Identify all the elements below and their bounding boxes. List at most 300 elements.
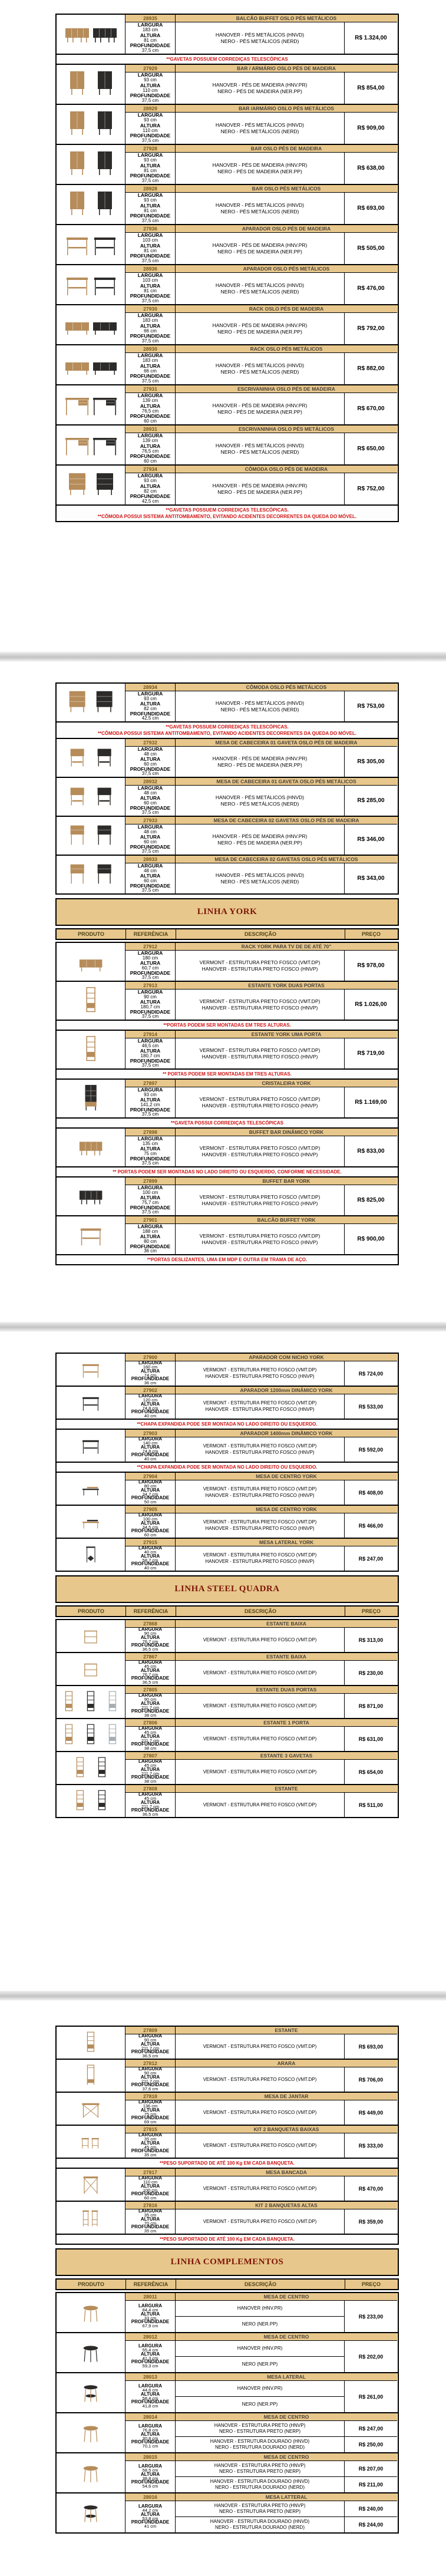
product-title: ESCRIVANINHA OSLO PÉS DE MADEIRA	[176, 385, 397, 393]
furniture-icon	[81, 2381, 101, 2405]
dimension-label: ALTURA	[140, 795, 161, 802]
description-line: HANOVER - PÉS METÁLICOS (HNVD)	[215, 202, 305, 208]
dimensions-cell	[125, 1760, 176, 1784]
dimension-value: 60 cm	[144, 459, 157, 464]
dimensions-cell	[125, 2341, 176, 2372]
dimensions-cell	[125, 863, 176, 893]
dimension-value: 54,6 cm	[142, 2483, 158, 2489]
description-line: NERO - PÉS DE MADEIRA (NER.PP)	[217, 169, 302, 174]
description-line: VERMONT - ESTRUTURA PRETO FOSCO (VMT.DP)	[199, 1144, 321, 1151]
dimension-value: 135 cm	[142, 1140, 158, 1146]
dimension-value: 36,5 cm	[142, 2053, 158, 2059]
product-row	[57, 738, 398, 777]
price-cell: R$ 792,00	[357, 325, 385, 332]
dimensions-cell	[125, 1185, 176, 1215]
description-line: HANOVER - ESTRUTURA PRETO FOSCO (HNVP)	[201, 1005, 318, 1011]
note-row	[57, 504, 398, 521]
product-thumbnail	[57, 1129, 125, 1166]
dimension-label: LARGURA	[138, 1659, 162, 1665]
product-title: MESA DE CENTRO	[176, 2453, 397, 2461]
column-header-preco: PREÇO	[345, 1607, 397, 1616]
product-row	[57, 1652, 398, 1685]
dimension-label: PROFUNDIDADE	[130, 1106, 171, 1113]
description-line: NERO - PÉS METÁLICOS (NERD)	[220, 801, 299, 807]
furniture-icon	[92, 390, 118, 420]
note-row	[57, 721, 398, 738]
dimension-label: PROFUNDIDADE	[131, 2479, 170, 2485]
dimension-label: ALTURA	[140, 1487, 160, 1493]
price-cell: R$ 650,00	[357, 446, 385, 452]
column-header-referencia: REFERÊNCIA	[125, 929, 176, 939]
price-cell: R$ 466,00	[358, 1522, 384, 1529]
dimension-value: 110 cm	[143, 87, 158, 93]
price-cell: R$ 833,00	[357, 1148, 385, 1155]
furniture-icon	[92, 69, 118, 100]
product-title: ESTANTE BAIXA	[176, 1620, 397, 1628]
dimension-value: 58,4 cm	[142, 2395, 158, 2401]
product-thumbnail	[57, 2027, 125, 2059]
dimension-value: 211,7 cm	[141, 1704, 160, 1710]
dimension-label: LARGURA	[138, 2033, 162, 2039]
dimension-value: 40 cm	[144, 1413, 157, 1419]
description-line: VERMONT - ESTRUTURA PRETO FOSCO (VMT.DP)	[203, 1552, 317, 1558]
product-thumbnail	[57, 1752, 125, 1784]
dimension-label: ALTURA	[140, 1146, 161, 1152]
description-line: VERMONT - ESTRUTURA PRETO FOSCO (VMT.DP)	[199, 1047, 321, 1053]
furniture-icon	[92, 229, 118, 260]
dimension-label: LARGURA	[138, 2208, 162, 2214]
reference-code: 27897	[125, 1080, 176, 1087]
product-title: MESA DE CABECEIRA 01 GAVETA OSLO PÉS DE MADEIRA	[176, 739, 397, 747]
dimensions-cell	[125, 2501, 176, 2532]
section-header: LINHA STEEL QUADRA	[55, 1575, 399, 1603]
description-cell	[176, 113, 345, 144]
description-line: VERMONT - ESTRUTURA PRETO FOSCO (VMT.DP)	[203, 1670, 317, 1675]
description-cell	[176, 2341, 345, 2372]
dimension-label: ALTURA	[140, 403, 161, 409]
product-title: ESTANTE YORK DUAS PORTAS	[176, 982, 397, 989]
description-line: NERO - PÉS METÁLICOS (NERD)	[220, 209, 299, 215]
price-cell: R$ 706,00	[358, 2076, 384, 2083]
product-thumbnail	[57, 15, 125, 54]
dimension-value: 53,8 cm	[142, 2515, 158, 2521]
product-thumbnail	[57, 1387, 125, 1419]
reference-code: 27899	[125, 1177, 176, 1185]
dimension-value: 36,5 cm	[142, 1812, 158, 1818]
dimension-label: LARGURA	[137, 152, 163, 159]
product-row	[57, 1472, 398, 1505]
product-title: ESTANTE	[176, 1785, 397, 1793]
dimension-value: 82 cm	[144, 705, 157, 711]
dimension-value: 37,5 cm	[141, 1111, 159, 1117]
product-title: MESA LATERAL	[176, 2373, 397, 2381]
price-cell: R$ 693,00	[358, 2043, 384, 2050]
dimension-label: PROFUNDIDADE	[130, 493, 171, 500]
furniture-icon	[92, 860, 117, 889]
furniture-icon	[81, 2130, 101, 2153]
note-row	[57, 54, 398, 64]
price-cell: R$ 752,00	[357, 486, 385, 492]
dimension-label: LARGURA	[138, 2343, 162, 2349]
furniture-icon	[64, 19, 90, 50]
dimension-value: 103 cm	[142, 277, 158, 283]
dimension-value: 93 cm	[144, 1091, 157, 1097]
description-line: VERMONT - ESTRUTURA PRETO FOSCO (VMT.DP)	[203, 2109, 317, 2115]
dimensions-cell	[125, 2100, 176, 2125]
product-thumbnail	[57, 265, 125, 304]
dimensions-cell	[125, 153, 176, 184]
product-thumbnail	[57, 2333, 125, 2372]
dimension-value: 90 cm	[144, 1696, 157, 1702]
product-row	[57, 2059, 398, 2092]
description-line: NERO - PÉS METÁLICOS (NERD)	[220, 449, 299, 455]
product-title: ESCRIVANINHA OSLO PÉS METÁLICOS	[176, 426, 397, 433]
reference-code: 28011	[125, 2293, 176, 2301]
description-line: HANOVER - ESTRUTURA DOURADO (HNVD)	[210, 2519, 310, 2524]
note-line: **PORTAS DESLIZANTES, UMA EM MDP E OUTRA EM TRAMA DE AÇO.	[147, 1257, 308, 1262]
description-line: HANOVER - ESTRUTURA PRETO FOSCO (HNVP)	[205, 1407, 315, 1412]
dimension-value: 36,5 cm	[142, 1680, 158, 1686]
product-title: ESTANTE DUAS PORTAS	[176, 1686, 397, 1694]
note-row	[57, 2158, 398, 2168]
reference-code: 27815	[125, 2126, 176, 2133]
description-line: HANOVER - PÉS DE MADEIRA (HNV.PR)	[212, 482, 308, 489]
catalog-page-block	[55, 682, 399, 1265]
product-thumbnail	[57, 185, 125, 224]
dimension-value: 40 cm	[144, 1456, 157, 1462]
dimension-value: 58,7 cm	[142, 1557, 158, 1563]
dimension-value: 140 cm	[143, 1440, 158, 1446]
furniture-icon	[65, 743, 90, 773]
price-cell: R$ 631,00	[358, 1736, 384, 1742]
product-row	[57, 424, 398, 464]
product-thumbnail	[57, 65, 125, 104]
dimension-label: LARGURA	[137, 312, 163, 319]
price-cell: R$ 343,00	[357, 875, 385, 882]
dimension-value: 38 cm	[144, 1779, 157, 1785]
dimension-value: 48 cm	[144, 868, 157, 873]
dimension-label: PROFUNDIDADE	[130, 373, 171, 380]
dimension-label: PROFUNDIDADE	[131, 2191, 170, 2197]
product-row	[57, 144, 398, 184]
product-title: RACK OSLO PÉS METÁLICOS	[176, 345, 397, 353]
dimension-label: LARGURA	[137, 473, 163, 479]
product-row	[57, 64, 398, 104]
dimension-label: PROFUNDIDADE	[130, 173, 171, 179]
reference-code: 27929	[125, 65, 176, 72]
dimension-value: 180,7 cm	[140, 1004, 160, 1010]
dimension-label: ALTURA	[140, 1553, 160, 1559]
table-segment	[55, 2026, 399, 2245]
product-row	[57, 943, 398, 981]
description-cell	[176, 2421, 345, 2452]
product-title: MESA DE CENTRO	[176, 2333, 397, 2341]
note-line: **GAVETAS POSSUEM CORREDIÇAS TELESCÓPICAS.	[166, 507, 289, 513]
product-thumbnail	[57, 1653, 125, 1685]
furniture-icon	[78, 986, 103, 1015]
product-row	[57, 384, 398, 424]
product-thumbnail	[57, 778, 125, 816]
dimension-label: LARGURA	[137, 1136, 163, 1142]
description-variant	[176, 2476, 344, 2492]
dimension-value: 90 cm	[144, 2037, 157, 2043]
product-title: BALCÃO BUFFET OSLO PÉS METÁLICOS	[176, 15, 397, 22]
description-line: HANOVER - PÉS METÁLICOS (HNVD)	[215, 282, 305, 288]
dimension-label: PROFUNDIDADE	[130, 293, 171, 299]
product-title: MESA BANCADA	[176, 2169, 397, 2176]
product-title: MESA DE CABECEIRA 02 GAVETAS OSLO PÉS METÁLICOS	[176, 856, 397, 863]
furniture-icon	[59, 1690, 79, 1714]
dimension-value: 81 cm	[144, 248, 157, 253]
dimensions-cell	[125, 113, 176, 144]
description-cell	[176, 1394, 345, 1419]
furniture-icon	[81, 1657, 101, 1681]
price-cell: R$ 670,00	[357, 405, 385, 412]
description-cell	[176, 1793, 345, 1817]
description-cell	[176, 2100, 345, 2125]
dimension-value: 74 cm	[144, 1372, 157, 1378]
dimension-value: 48 cm	[144, 751, 157, 757]
dimension-value: 180 cm	[142, 955, 158, 961]
price-cell	[345, 2501, 397, 2532]
dimension-label: LARGURA	[137, 1223, 163, 1230]
dimension-label: ALTURA	[140, 1048, 161, 1054]
dimension-value: 60 cm	[144, 839, 157, 845]
dimension-label: PROFUNDIDADE	[130, 882, 171, 889]
table-segment	[55, 2292, 399, 2534]
furniture-icon	[92, 430, 118, 460]
dimension-label: LARGURA	[138, 1360, 162, 1365]
dimension-value: 37,5 cm	[141, 1014, 159, 1020]
product-thumbnail	[57, 2126, 125, 2158]
furniture-icon	[65, 860, 90, 889]
dimensions-cell	[125, 233, 176, 264]
price-cell: R$ 592,00	[358, 1446, 384, 1453]
section-header: LINHA YORK	[55, 898, 399, 926]
description-line: NERO - PÉS DE MADEIRA (NER.PP)	[217, 489, 302, 495]
product-title: BALCÃO BUFFET YORK	[176, 1216, 397, 1224]
dimension-value: 37,5 cm	[141, 1209, 159, 1215]
table-segment	[55, 682, 399, 895]
furniture-icon	[65, 688, 90, 717]
product-thumbnail	[57, 345, 125, 384]
dimensions-cell	[125, 22, 176, 54]
dimensions-cell	[125, 1727, 176, 1751]
dimension-value: 74,8 cm	[142, 1405, 158, 1411]
furniture-icon	[81, 1624, 101, 1648]
price-cell: R$ 505,00	[357, 245, 385, 252]
note-line: **CHAPA EXPANDIDA PODE SER MONTADA NO LADO DIREITO OU ESQUERDO.	[137, 1465, 318, 1470]
product-row	[57, 816, 398, 855]
dimension-label: ALTURA	[140, 2431, 160, 2437]
dimension-value: 37,5 cm	[141, 810, 159, 816]
dimensions-cell	[125, 2421, 176, 2452]
product-thumbnail	[57, 145, 125, 184]
product-row	[57, 184, 398, 224]
page-separator	[0, 1991, 446, 2001]
dimension-label: PROFUNDIDADE	[131, 1528, 170, 1534]
description-line: NERO - ESTRUTURA PRETO (NERP)	[219, 2469, 301, 2474]
product-title: APARADOR OSLO PÉS METÁLICOS	[176, 265, 397, 273]
description-line: VERMONT - ESTRUTURA PRETO FOSCO (VMT.DP)	[203, 1769, 317, 1774]
description-cell	[176, 353, 345, 384]
dimension-label: PROFUNDIDADE	[131, 1808, 170, 1813]
dimension-label: LARGURA	[138, 2066, 162, 2072]
product-title: MESA DE CABECEIRA 01 GAVETA OSLO PÉS METÁLICOS	[176, 778, 397, 786]
furniture-icon	[92, 688, 117, 717]
product-row	[57, 344, 398, 384]
dimension-label: ALTURA	[140, 2311, 160, 2317]
furniture-icon	[81, 1510, 101, 1533]
reference-code: 27933	[125, 817, 176, 824]
description-line: NERO - PÉS METÁLICOS (NERD)	[220, 707, 299, 713]
dimension-value: 93 cm	[144, 197, 157, 203]
product-row	[57, 1718, 398, 1751]
description-line: HANOVER - ESTRUTURA PRETO (HNVP)	[214, 2503, 306, 2508]
dimension-value: 38 cm	[144, 1713, 157, 1719]
dimension-label: ALTURA	[140, 1766, 160, 1772]
dimension-label: PROFUNDIDADE	[131, 1409, 170, 1415]
catalog-page-block	[55, 2026, 399, 2534]
description-line: VERMONT - ESTRUTURA PRETO FOSCO (VMT.DP)	[199, 1232, 321, 1239]
dimension-label: ALTURA	[140, 960, 161, 967]
description-cell	[176, 22, 345, 54]
dimension-label: PROFUNDIDADE	[131, 2399, 170, 2405]
dimension-value: 81 cm	[144, 288, 157, 293]
column-header-preco: PREÇO	[345, 2280, 397, 2289]
product-title: APARADOR COM NICHO YORK	[176, 1354, 397, 1361]
dimensions-cell	[125, 2067, 176, 2092]
description-line: HANOVER - PÉS DE MADEIRA (HNV.PR)	[212, 755, 308, 761]
dimension-value: 37,5 cm	[141, 975, 159, 981]
description-cell	[176, 193, 345, 224]
price-cell: R$ 1.026,00	[355, 1001, 387, 1008]
note-row	[57, 1419, 398, 1429]
product-title: ESTANTE 1 PORTA	[176, 1719, 397, 1727]
dimension-label: ALTURA	[140, 2074, 160, 2080]
price-cell: R$ 753,00	[357, 703, 385, 710]
note-line: ** PORTAS PODEM SER MONTADAS EM TRES ALTURAS.	[163, 1071, 292, 1077]
dimension-label: PROFUNDIDADE	[131, 2359, 170, 2365]
description-cell	[176, 2067, 345, 2092]
product-thumbnail	[57, 1785, 125, 1817]
description-line: HANOVER - ESTRUTURA PRETO FOSCO (HNVP)	[205, 1493, 315, 1498]
reference-code: 27868	[125, 1620, 176, 1628]
dimension-value: 37,5 cm	[141, 338, 159, 344]
note-line: **PORTAS PODEM SER MONTADAS EM TRES ALTURAS.	[163, 1023, 291, 1028]
dimension-value: 37,5 cm	[141, 298, 159, 304]
dimensions-cell	[125, 1136, 176, 1166]
furniture-icon	[81, 2341, 101, 2364]
dimension-label: PROFUNDIDADE	[131, 1708, 170, 1714]
furniture-icon	[92, 189, 118, 220]
price-cell: R$ 470,00	[358, 2185, 384, 2192]
dimension-label: PROFUNDIDADE	[130, 253, 171, 259]
dimension-label: PROFUNDIDADE	[130, 1155, 171, 1162]
dimension-value: 75 cm	[144, 2111, 157, 2117]
description-cell	[176, 1628, 345, 1652]
dimensions-cell	[125, 1546, 176, 1571]
description-variant	[176, 2396, 344, 2412]
product-row	[57, 264, 398, 304]
price-variant: R$ 211,00	[345, 2476, 397, 2492]
dimension-value: 60 cm	[144, 418, 157, 424]
dimension-label: LARGURA	[138, 2303, 162, 2308]
dimensions-cell	[125, 353, 176, 384]
dimension-value: 93 cm	[144, 117, 157, 123]
description-cell	[176, 863, 345, 893]
product-title: KIT 2 BANQUETAS BAIXAS	[176, 2126, 397, 2133]
product-thumbnail	[57, 1539, 125, 1571]
dimension-label: LARGURA	[137, 22, 163, 28]
product-title: RACK YORK PARA TV DE DE ATÉ 70"	[176, 943, 397, 951]
description-cell	[176, 1437, 345, 1462]
dimension-label: ALTURA	[140, 82, 161, 88]
dimension-value: 100 cm	[142, 1189, 158, 1195]
product-row	[57, 684, 398, 721]
dimension-label: ALTURA	[140, 701, 161, 707]
product-title: ARARA	[176, 2060, 397, 2067]
dimension-value: 48 cm	[144, 829, 157, 835]
furniture-icon	[81, 2173, 101, 2196]
dimension-label: ALTURA	[140, 1195, 161, 1201]
product-row	[57, 2412, 398, 2452]
furniture-icon	[78, 1221, 103, 1250]
price-variant: R$ 244,00	[345, 2516, 397, 2532]
dimension-label: PROFUNDIDADE	[130, 1057, 171, 1064]
description-cell	[176, 1480, 345, 1505]
dimension-label: ALTURA	[140, 1401, 160, 1407]
dimension-value: 41 cm	[144, 2524, 157, 2529]
dimension-label: PROFUNDIDADE	[130, 766, 171, 772]
dimension-value: 45 cm	[144, 1663, 157, 1669]
product-thumbnail	[57, 1506, 125, 1538]
product-row	[57, 1215, 398, 1254]
price-cell: R$ 233,00	[358, 2313, 384, 2320]
note-row	[57, 1462, 398, 1472]
product-thumbnail	[57, 1216, 125, 1254]
reference-code: 27809	[125, 2027, 176, 2034]
dimensions-cell	[125, 989, 176, 1020]
furniture-icon	[64, 269, 90, 300]
furniture-icon	[92, 470, 118, 500]
dimension-value: 211,7 cm	[141, 2078, 160, 2084]
dimension-value: 48 cm	[144, 790, 157, 796]
dimensions-cell	[125, 2209, 176, 2234]
product-thumbnail	[57, 1686, 125, 1718]
dimension-value: 139 cm	[142, 397, 158, 403]
furniture-icon	[65, 821, 90, 850]
product-title: ESTANTE 3 GAVETAS	[176, 1752, 397, 1760]
dimension-value: 80 cm	[144, 1483, 157, 1489]
price-cell: R$ 854,00	[357, 85, 385, 91]
product-title: APARADOR 1400mm DINÂMICO YORK	[176, 1430, 397, 1437]
product-thumbnail	[57, 1719, 125, 1751]
dimensions-cell	[125, 2176, 176, 2201]
price-cell: R$ 305,00	[357, 758, 385, 765]
dimensions-cell	[125, 786, 176, 816]
reference-code: 28016	[125, 2493, 176, 2501]
reference-code: 27818	[125, 2093, 176, 2100]
furniture-icon	[70, 1789, 90, 1813]
product-thumbnail	[57, 1473, 125, 1505]
dimension-value: 60 cm	[144, 878, 157, 883]
note-line: **GAVETAS POSSUEM CORREDIÇAS TELESCÓPICAS	[166, 57, 288, 62]
note-line: **GAVETAS POSSUEM CORREDIÇAS TELESCÓPICAS.	[166, 724, 289, 730]
dimension-value: 37,5 cm	[141, 48, 159, 54]
description-line: NERO - PÉS DE MADEIRA (NER.PP)	[217, 409, 302, 415]
reference-code: 27934	[125, 466, 176, 473]
